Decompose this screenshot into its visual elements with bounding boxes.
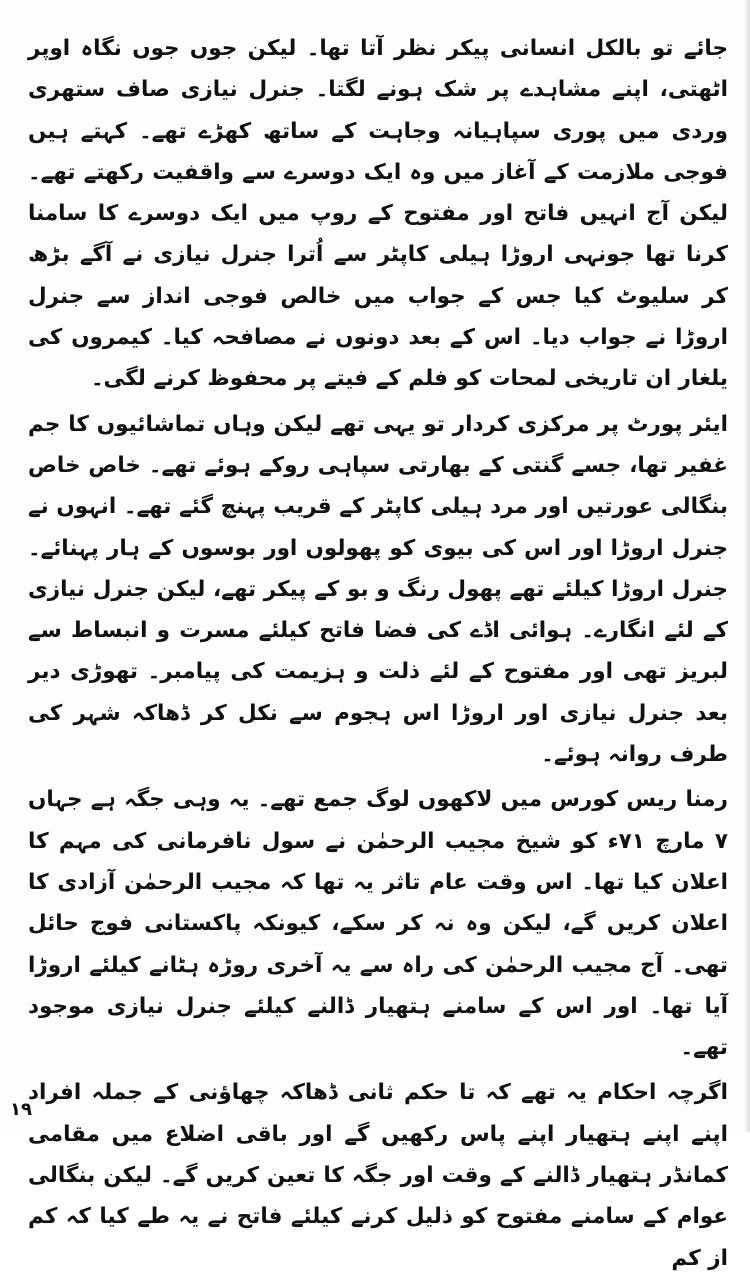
page-number: ۱۹: [10, 1099, 32, 1120]
paragraph-4: اگرچہ احکام یہ تھے کہ تا حکم ثانی ڈھاکہ چھاؤنی کے جملہ افراد اپنے اپنے ہتھیار اپنے پاس رکھیں گے اور باقی اضلاع میں مقامی کمانڈر ہتھیار ڈالنے کے وقت اور جگہ کا تعین کریں گے۔ لیکن بنگالی عوام کے سامنے مفتوح کو ذلیل کرنے کیلئے فاتح نے یہ طے کیا کہ کم از کم: [28, 1080, 728, 1271]
page-edge-shadow: [744, 0, 750, 1132]
paragraph-2: ایئر پورٹ پر مرکزی کردار تو یہی تھے لیکن وہاں تماشائیوں کا جم غفیر تھا، جسے گنتی کے بھارتی سپاہی روکے ہوئے تھے۔ خاص خاص بنگالی عورتیں اور مرد ہیلی کاپٹر کے قریب پہنچ گئے تھے۔ انہوں نے جنرل اروڑا اور اس کی بیوی کو پھولوں اور بوسوں کے ہار پہنائے۔ جنرل اروڑا کیلئے تھے پھول رنگ و بو کے پیکر تھے، لیکن جنرل نیازی کے لئے انگارے۔ ہوائی اڈے کی فضا فاتح کیلئے مسرت و انبساط سے لبریز تھی اور مفتوح کے لئے ذلت و ہزیمت کی پیامبر۔ تھوڑی دیر بعد جنرل نیازی اور اروڑا اس ہجوم سے نکل کر ڈھاکہ شہر کی طرف روانہ ہوئے۔: [28, 411, 729, 768]
paragraph-3: رمنا ریس کورس میں لاکھوں لوگ جمع تھے۔ یہ وہی جگہ ہے جہاں ۷ مارچ ۷۱ء کو شیخ مجیب الرحمٰن نے سول نافرمانی کی مہم کا اعلان کیا تھا۔ اس وقت عام تاثر یہ تھا کہ مجیب الرحمٰن آزادی کا اعلان کریں گے، لیکن وہ نہ کر سکے، کیونکہ پاکستانی فوج حائل تھی۔ آج مجیب الرحمٰن کی راہ سے یہ آخری روڑہ ہٹانے کیلئے اروڑا آیا تھا۔ اور اس کے سامنے ہتھیار ڈالنے کیلئے جنرل نیازی موجود تھے۔: [28, 787, 729, 1061]
body-text: [28, 28, 728, 1279]
paragraph-1: جائے تو بالکل انسانی پیکر نظر آتا تھا۔ لیکن جوں جوں نگاہ اوپر اٹھتی، اپنے مشاہدے پر شک ہونے لگتا۔ جنرل نیازی صاف ستھری وردی میں پوری سپاہیانہ وجاہت کے ساتھ کھڑے تھے۔ کہتے ہیں فوجی ملازمت کے آغاز میں وہ ایک دوسرے سے واقفیت رکھتے تھے۔ لیکن آج انہیں فاتح اور مفتوح کے روپ میں ایک دوسرے کا سامنا کرنا تھا جونہی اروڑا ہیلی کاپٹر سے اُترا جنرل نیازی نے آگے بڑھ کر سلیوٹ کیا جس کے جواب میں خالص فوجی انداز سے جنرل اروڑا نے جواب دیا۔ اس کے بعد دونوں نے مصافحہ کیا۔ کیمروں کی یلغار ان تاریخی لمحات کو فلم کے فیتے پر محفوظ کرنے لگی۔: [28, 36, 728, 392]
